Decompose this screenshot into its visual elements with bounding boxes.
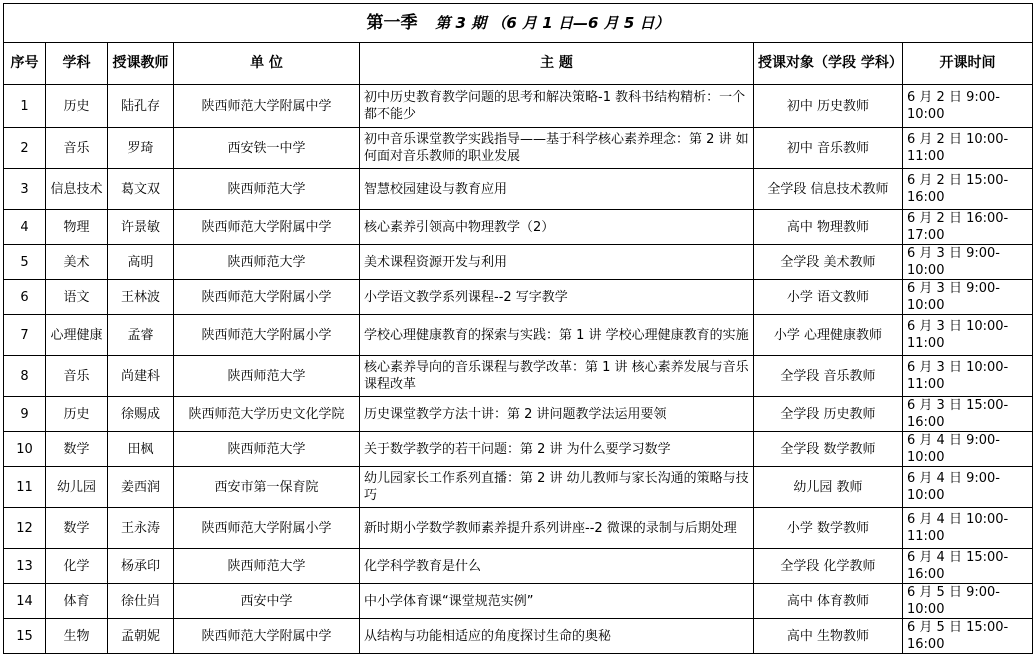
row-topic: 美术课程资源开发与利用 — [360, 245, 754, 280]
table-title — [4, 4, 1033, 43]
row-subject: 信息技术 — [46, 169, 108, 210]
table-row — [4, 432, 1033, 467]
header-audience: 授课对象（学段 学科） — [754, 43, 903, 85]
header-teacher: 授课教师 — [108, 43, 174, 85]
header-subject: 学科 — [46, 43, 108, 85]
row-topic: 历史课堂教学方法十讲：第 2 讲问题教学法运用要领 — [360, 397, 754, 432]
row-subject: 体育 — [46, 584, 108, 619]
row-teacher: 姜西润 — [108, 467, 174, 508]
row-unit: 陕西师范大学附属中学 — [174, 619, 360, 654]
row-index: 2 — [4, 128, 46, 169]
row-index: 3 — [4, 169, 46, 210]
row-teacher: 孟朝妮 — [108, 619, 174, 654]
row-time: 6 月 2 日 9:00-10:00 — [903, 85, 1033, 128]
row-audience: 初中 音乐教师 — [754, 128, 903, 169]
row-teacher: 许景敏 — [108, 210, 174, 245]
row-subject: 生物 — [46, 619, 108, 654]
row-topic: 化学科学教育是什么 — [360, 549, 754, 584]
row-time: 6 月 3 日 9:00-10:00 — [903, 280, 1033, 315]
row-teacher: 高明 — [108, 245, 174, 280]
row-teacher: 王林波 — [108, 280, 174, 315]
row-index: 9 — [4, 397, 46, 432]
row-time: 6 月 3 日 10:00-11:00 — [903, 356, 1033, 397]
row-time: 6 月 5 日 9:00-10:00 — [903, 584, 1033, 619]
table-body — [4, 85, 1033, 654]
row-subject: 数学 — [46, 432, 108, 467]
table-row — [4, 210, 1033, 245]
row-teacher: 徐赐成 — [108, 397, 174, 432]
table-row — [4, 280, 1033, 315]
row-unit: 陕西师范大学历史文化学院 — [174, 397, 360, 432]
row-audience: 小学 心理健康教师 — [754, 315, 903, 356]
row-teacher: 罗琦 — [108, 128, 174, 169]
row-unit: 陕西师范大学附属中学 — [174, 210, 360, 245]
row-audience: 全学段 历史教师 — [754, 397, 903, 432]
row-teacher: 尚建科 — [108, 356, 174, 397]
row-audience: 高中 体育教师 — [754, 584, 903, 619]
header-row — [4, 43, 1033, 85]
row-time: 6 月 4 日 10:00-11:00 — [903, 508, 1033, 549]
row-topic: 初中历史教育教学问题的思考和解决策略-1 教科书结构精析：一个都不能少 — [360, 85, 754, 128]
row-audience: 幼儿园 教师 — [754, 467, 903, 508]
header-index: 序号 — [4, 43, 46, 85]
row-time: 6 月 2 日 16:00-17:00 — [903, 210, 1033, 245]
row-topic: 关于数学教学的若干问题：第 2 讲 为什么要学习数学 — [360, 432, 754, 467]
row-teacher: 孟睿 — [108, 315, 174, 356]
table-row — [4, 619, 1033, 654]
table-row — [4, 128, 1033, 169]
row-subject: 化学 — [46, 549, 108, 584]
row-teacher: 田枫 — [108, 432, 174, 467]
row-unit: 陕西师范大学附属中学 — [174, 85, 360, 128]
title-row — [4, 4, 1033, 43]
row-unit: 陕西师范大学 — [174, 356, 360, 397]
row-index: 5 — [4, 245, 46, 280]
row-audience: 全学段 数学教师 — [754, 432, 903, 467]
row-index: 11 — [4, 467, 46, 508]
row-topic: 从结构与功能相适应的角度探讨生命的奥秘 — [360, 619, 754, 654]
row-unit: 陕西师范大学 — [174, 245, 360, 280]
row-time: 6 月 2 日 15:00-16:00 — [903, 169, 1033, 210]
row-topic: 小学语文教学系列课程--2 写字教学 — [360, 280, 754, 315]
row-time: 6 月 5 日 15:00-16:00 — [903, 619, 1033, 654]
row-audience: 高中 物理教师 — [754, 210, 903, 245]
table-row — [4, 397, 1033, 432]
table-row — [4, 584, 1033, 619]
table-row — [4, 549, 1033, 584]
schedule-table — [3, 3, 1033, 654]
row-subject: 历史 — [46, 85, 108, 128]
row-teacher: 王永涛 — [108, 508, 174, 549]
row-index: 10 — [4, 432, 46, 467]
row-index: 7 — [4, 315, 46, 356]
row-audience: 小学 语文教师 — [754, 280, 903, 315]
row-unit: 陕西师范大学 — [174, 432, 360, 467]
row-audience: 初中 历史教师 — [754, 85, 903, 128]
row-subject: 心理健康 — [46, 315, 108, 356]
row-topic: 中小学体育课“课堂规范实例” — [360, 584, 754, 619]
row-subject: 语文 — [46, 280, 108, 315]
row-index: 4 — [4, 210, 46, 245]
row-subject: 物理 — [46, 210, 108, 245]
table-row — [4, 85, 1033, 128]
table-row — [4, 356, 1033, 397]
row-audience: 高中 生物教师 — [754, 619, 903, 654]
table-row — [4, 245, 1033, 280]
row-index: 1 — [4, 85, 46, 128]
row-time: 6 月 4 日 9:00-10:00 — [903, 467, 1033, 508]
row-unit: 西安铁一中学 — [174, 128, 360, 169]
row-unit: 陕西师范大学附属小学 — [174, 315, 360, 356]
row-time: 6 月 3 日 15:00-16:00 — [903, 397, 1033, 432]
row-unit: 陕西师范大学 — [174, 549, 360, 584]
row-time: 6 月 4 日 15:00-16:00 — [903, 549, 1033, 584]
row-subject: 幼儿园 — [46, 467, 108, 508]
row-subject: 数学 — [46, 508, 108, 549]
row-teacher: 陆孔存 — [108, 85, 174, 128]
header-time: 开课时间 — [903, 43, 1033, 85]
row-time: 6 月 4 日 9:00-10:00 — [903, 432, 1033, 467]
table-row — [4, 508, 1033, 549]
row-index: 12 — [4, 508, 46, 549]
row-unit: 西安市第一保育院 — [174, 467, 360, 508]
row-teacher: 徐仕岿 — [108, 584, 174, 619]
row-index: 6 — [4, 280, 46, 315]
issue-title: 第 3 期 （6 月 1 日—6 月 5 日） — [435, 13, 670, 32]
row-topic: 幼儿园家长工作系列直播：第 2 讲 幼儿教师与家长沟通的策略与技巧 — [360, 467, 754, 508]
row-index: 15 — [4, 619, 46, 654]
row-index: 13 — [4, 549, 46, 584]
row-audience: 全学段 信息技术教师 — [754, 169, 903, 210]
season-title: 第一季 — [366, 12, 418, 33]
header-topic: 主 题 — [360, 43, 754, 85]
row-topic: 初中音乐课堂教学实践指导——基于科学核心素养理念：第 2 讲 如何面对音乐教师的职业发展 — [360, 128, 754, 169]
header-unit: 单 位 — [174, 43, 360, 85]
row-subject: 美术 — [46, 245, 108, 280]
table-row — [4, 315, 1033, 356]
row-topic: 智慧校园建设与教育应用 — [360, 169, 754, 210]
row-audience: 小学 数学教师 — [754, 508, 903, 549]
row-unit: 陕西师范大学 — [174, 169, 360, 210]
row-topic: 学校心理健康教育的探索与实践：第 1 讲 学校心理健康教育的实施 — [360, 315, 754, 356]
table-row — [4, 467, 1033, 508]
row-topic: 新时期小学数学教师素养提升系列讲座--2 微课的录制与后期处理 — [360, 508, 754, 549]
table-row — [4, 169, 1033, 210]
row-subject: 音乐 — [46, 356, 108, 397]
row-subject: 音乐 — [46, 128, 108, 169]
row-audience: 全学段 化学教师 — [754, 549, 903, 584]
row-topic: 核心素养引领高中物理教学（2） — [360, 210, 754, 245]
row-teacher: 葛文双 — [108, 169, 174, 210]
row-index: 14 — [4, 584, 46, 619]
row-audience: 全学段 美术教师 — [754, 245, 903, 280]
row-time: 6 月 2 日 10:00-11:00 — [903, 128, 1033, 169]
row-time: 6 月 3 日 10:00-11:00 — [903, 315, 1033, 356]
row-topic: 核心素养导向的音乐课程与教学改革：第 1 讲 核心素养发展与音乐课程改革 — [360, 356, 754, 397]
row-subject: 历史 — [46, 397, 108, 432]
row-unit: 陕西师范大学附属小学 — [174, 280, 360, 315]
row-teacher: 杨承印 — [108, 549, 174, 584]
row-unit: 陕西师范大学附属小学 — [174, 508, 360, 549]
row-audience: 全学段 音乐教师 — [754, 356, 903, 397]
row-time: 6 月 3 日 9:00-10:00 — [903, 245, 1033, 280]
row-unit: 西安中学 — [174, 584, 360, 619]
row-index: 8 — [4, 356, 46, 397]
